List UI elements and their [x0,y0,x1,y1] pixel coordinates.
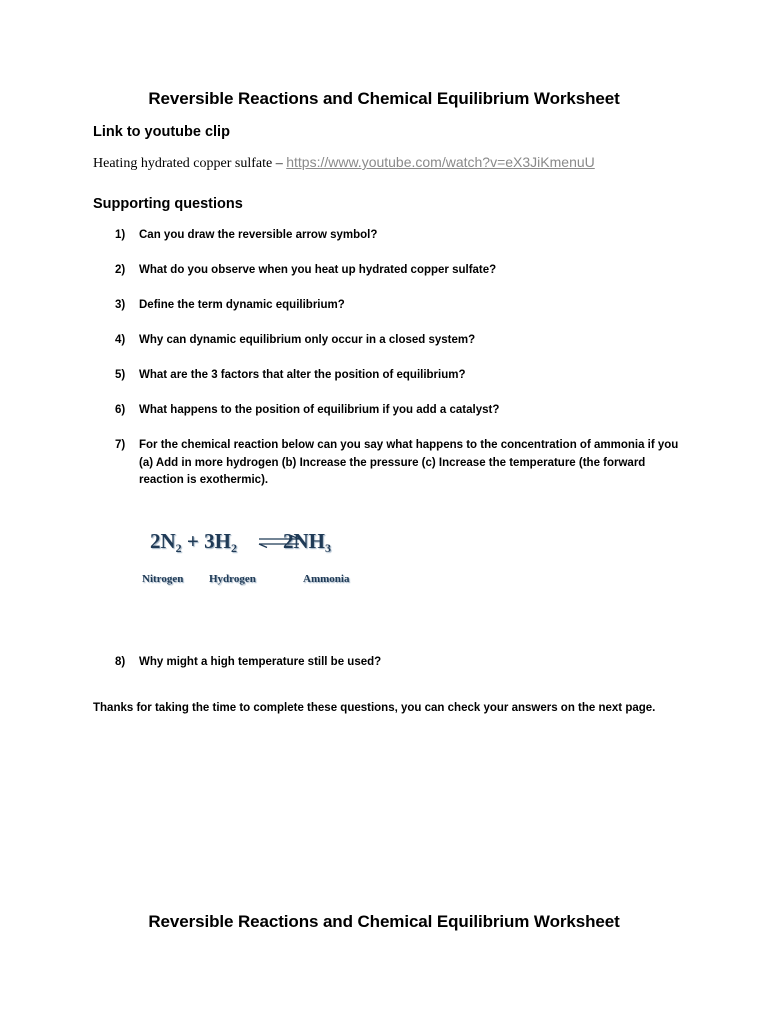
question-item [115,367,685,385]
question-text: Why might a high temperature still be used? [139,656,382,668]
question-text: What do you observe when you heat up hydrated copper sulfate? [139,264,497,276]
question-text: Why can dynamic equilibrium only occur in a closed system? [139,334,476,346]
hydrogen-subscript: 2 [230,541,237,555]
question-item [115,654,685,672]
plus-sign: + [181,529,205,553]
question-number: 3) [115,299,126,311]
question-text: What happens to the position of equilibrium if you add a catalyst? [139,404,500,416]
question-number: 4) [115,334,126,346]
ammonia-subscript: 3 [324,541,331,555]
question-item [115,227,685,245]
question-item [115,437,685,490]
youtube-link[interactable]: https://www.youtube.com/watch?v=eX3JiKmenuU [286,154,595,170]
label-hydrogen: Hydrogen [209,573,256,585]
reversible-arrow-icon [255,535,303,549]
question-item [115,332,685,350]
question-number: 5) [115,369,126,381]
video-link-description: Heating hydrated copper sulfate – [93,156,287,171]
product-ammonia: 2NH [282,529,325,553]
question-item [115,297,685,315]
next-page-title: Reversible Reactions and Chemical Equilibrium Worksheet [148,912,620,931]
question-text: Can you draw the reversible arrow symbol? [139,229,378,241]
video-link-line [93,154,595,172]
question-text: For the chemical reaction below can you say what happens to the concentration of ammonia if you (a) Add in more hydrogen (b) Increase the pressure (c) Increase the temperature (the forward reaction is exothermic). [139,439,679,486]
nitrogen-subscript: 2 [175,541,182,555]
question-number: 7) [115,439,126,451]
question-item [115,262,685,280]
reactant-nitrogen: 2N [150,529,176,553]
question-number: 2) [115,264,126,276]
link-section-heading: Link to youtube clip [93,124,230,140]
ammonia-equation [140,525,380,595]
question-item [115,402,685,420]
closing-note: Thanks for taking the time to complete these questions, you can check your answers on the next page. [93,702,656,714]
label-nitrogen: Nitrogen [142,573,184,585]
equation-formula [150,529,331,556]
page-title: Reversible Reactions and Chemical Equilibrium Worksheet [148,89,620,108]
question-number: 1) [115,229,126,241]
questions-section-heading: Supporting questions [93,196,243,212]
label-ammonia: Ammonia [303,573,350,585]
reactant-hydrogen: 3H [204,529,231,553]
question-number: 8) [115,656,126,668]
question-text: What are the 3 factors that alter the position of equilibrium? [139,369,466,381]
question-number: 6) [115,404,126,416]
question-text: Define the term dynamic equilibrium? [139,299,345,311]
